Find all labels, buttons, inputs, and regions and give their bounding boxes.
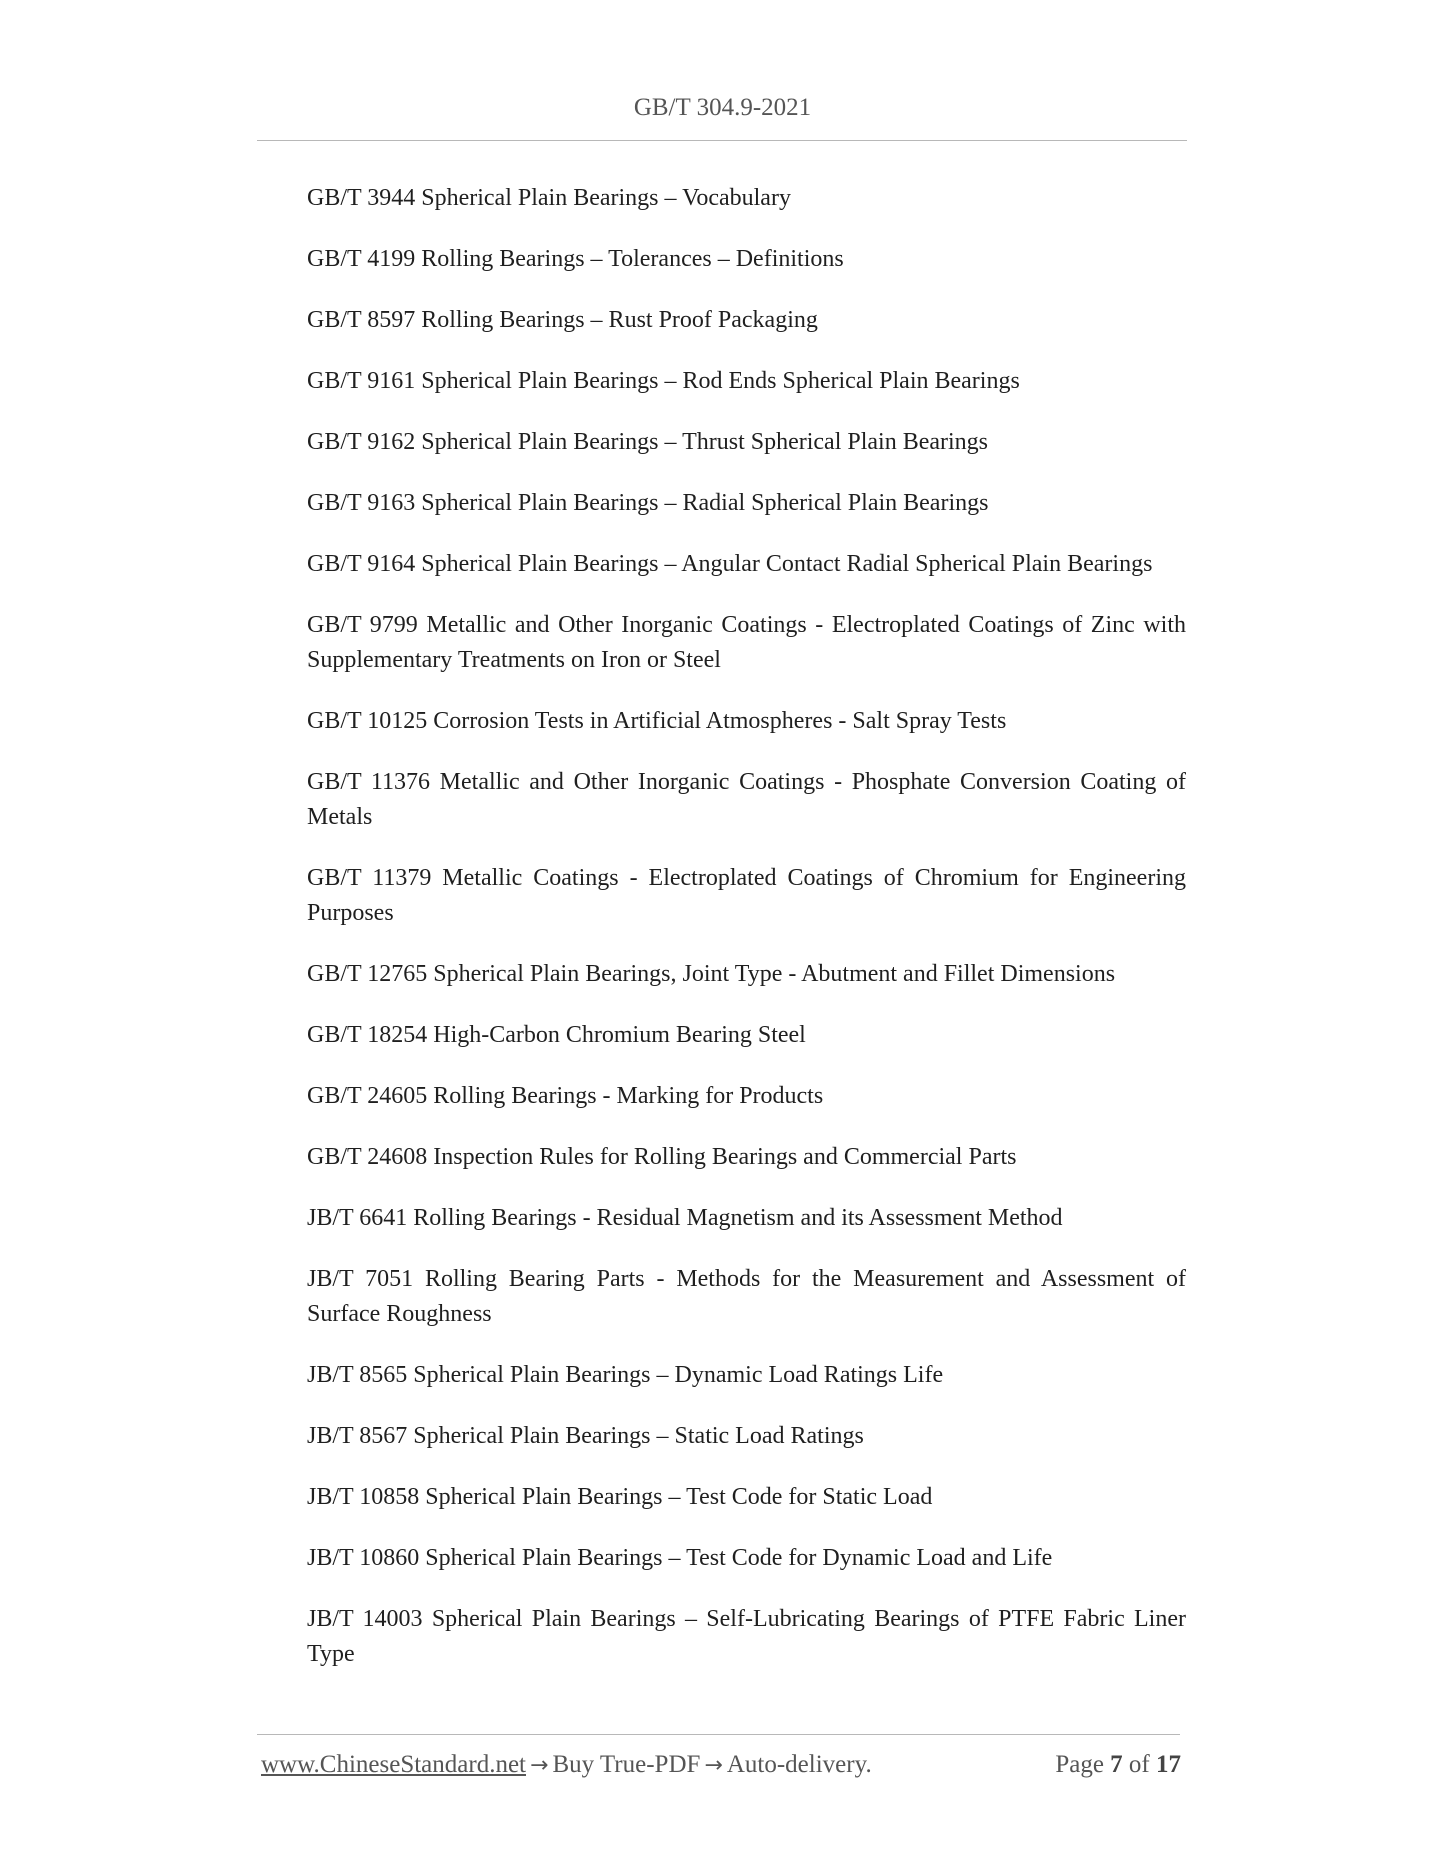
page-header-title: GB/T 304.9-2021: [633, 94, 812, 121]
page-footer: [261, 1751, 1181, 1787]
current-page-number: 7: [1110, 1751, 1123, 1778]
arrow-right-icon: →: [530, 1753, 549, 1778]
arrow-right-icon: →: [704, 1753, 723, 1778]
total-page-count: 17: [1156, 1751, 1181, 1778]
reference-item: JB/T 14003 Spherical Plain Bearings – Self-Lubricating Bearings of PTFE Fabric Liner Type: [307, 1606, 1186, 1667]
reference-item: GB/T 9164 Spherical Plain Bearings – Angular Contact Radial Spherical Plain Bearings: [307, 551, 1153, 577]
reference-item: GB/T 11376 Metallic and Other Inorganic Coatings - Phosphate Conversion Coating of Metals: [307, 769, 1186, 830]
reference-item: GB/T 11379 Metallic Coatings - Electroplated Coatings of Chromium for Engineering Purposes: [307, 865, 1186, 926]
page-of-label: of: [1128, 1751, 1150, 1778]
website-link[interactable]: www.ChineseStandard.net: [261, 1751, 526, 1778]
footer-promo: [261, 1751, 872, 1779]
reference-item: GB/T 24605 Rolling Bearings - Marking for Products: [307, 1083, 824, 1109]
reference-item: GB/T 3944 Spherical Plain Bearings – Vocabulary: [307, 185, 791, 211]
header-divider: [257, 140, 1187, 141]
reference-list: [307, 181, 1186, 1698]
reference-item: GB/T 9161 Spherical Plain Bearings – Rod Ends Spherical Plain Bearings: [307, 368, 1020, 394]
buy-true-pdf-text: Buy True-PDF: [552, 1751, 701, 1778]
reference-item: JB/T 8567 Spherical Plain Bearings – Static Load Ratings: [307, 1423, 864, 1449]
reference-item: JB/T 10860 Spherical Plain Bearings – Test Code for Dynamic Load and Life: [307, 1545, 1053, 1571]
reference-item: JB/T 6641 Rolling Bearings - Residual Magnetism and its Assessment Method: [307, 1205, 1063, 1231]
reference-item: GB/T 12765 Spherical Plain Bearings, Joint Type - Abutment and Fillet Dimensions: [307, 961, 1116, 987]
page-label: Page: [1055, 1751, 1104, 1778]
reference-item: GB/T 4199 Rolling Bearings – Tolerances – Definitions: [307, 246, 844, 272]
reference-item: GB/T 9163 Spherical Plain Bearings – Radial Spherical Plain Bearings: [307, 490, 989, 516]
reference-item: GB/T 24608 Inspection Rules for Rolling Bearings and Commercial Parts: [307, 1144, 1017, 1170]
footer-divider: [257, 1734, 1180, 1735]
reference-item: JB/T 8565 Spherical Plain Bearings – Dynamic Load Ratings Life: [307, 1362, 944, 1388]
reference-item: JB/T 7051 Rolling Bearing Parts - Methods for the Measurement and Assessment of Surface Roughness: [307, 1266, 1186, 1327]
reference-item: GB/T 18254 High-Carbon Chromium Bearing Steel: [307, 1022, 806, 1048]
reference-item: GB/T 8597 Rolling Bearings – Rust Proof Packaging: [307, 307, 818, 333]
reference-item: GB/T 10125 Corrosion Tests in Artificial Atmospheres - Salt Spray Tests: [307, 708, 1007, 734]
reference-item: GB/T 9799 Metallic and Other Inorganic Coatings - Electroplated Coatings of Zinc with Supplementary Treatments on Iron or Steel: [307, 612, 1186, 673]
page-indicator: [1055, 1751, 1181, 1779]
reference-item: JB/T 10858 Spherical Plain Bearings – Test Code for Static Load: [307, 1484, 933, 1510]
reference-item: GB/T 9162 Spherical Plain Bearings – Thrust Spherical Plain Bearings: [307, 429, 989, 455]
auto-delivery-text: Auto-delivery.: [726, 1751, 872, 1778]
